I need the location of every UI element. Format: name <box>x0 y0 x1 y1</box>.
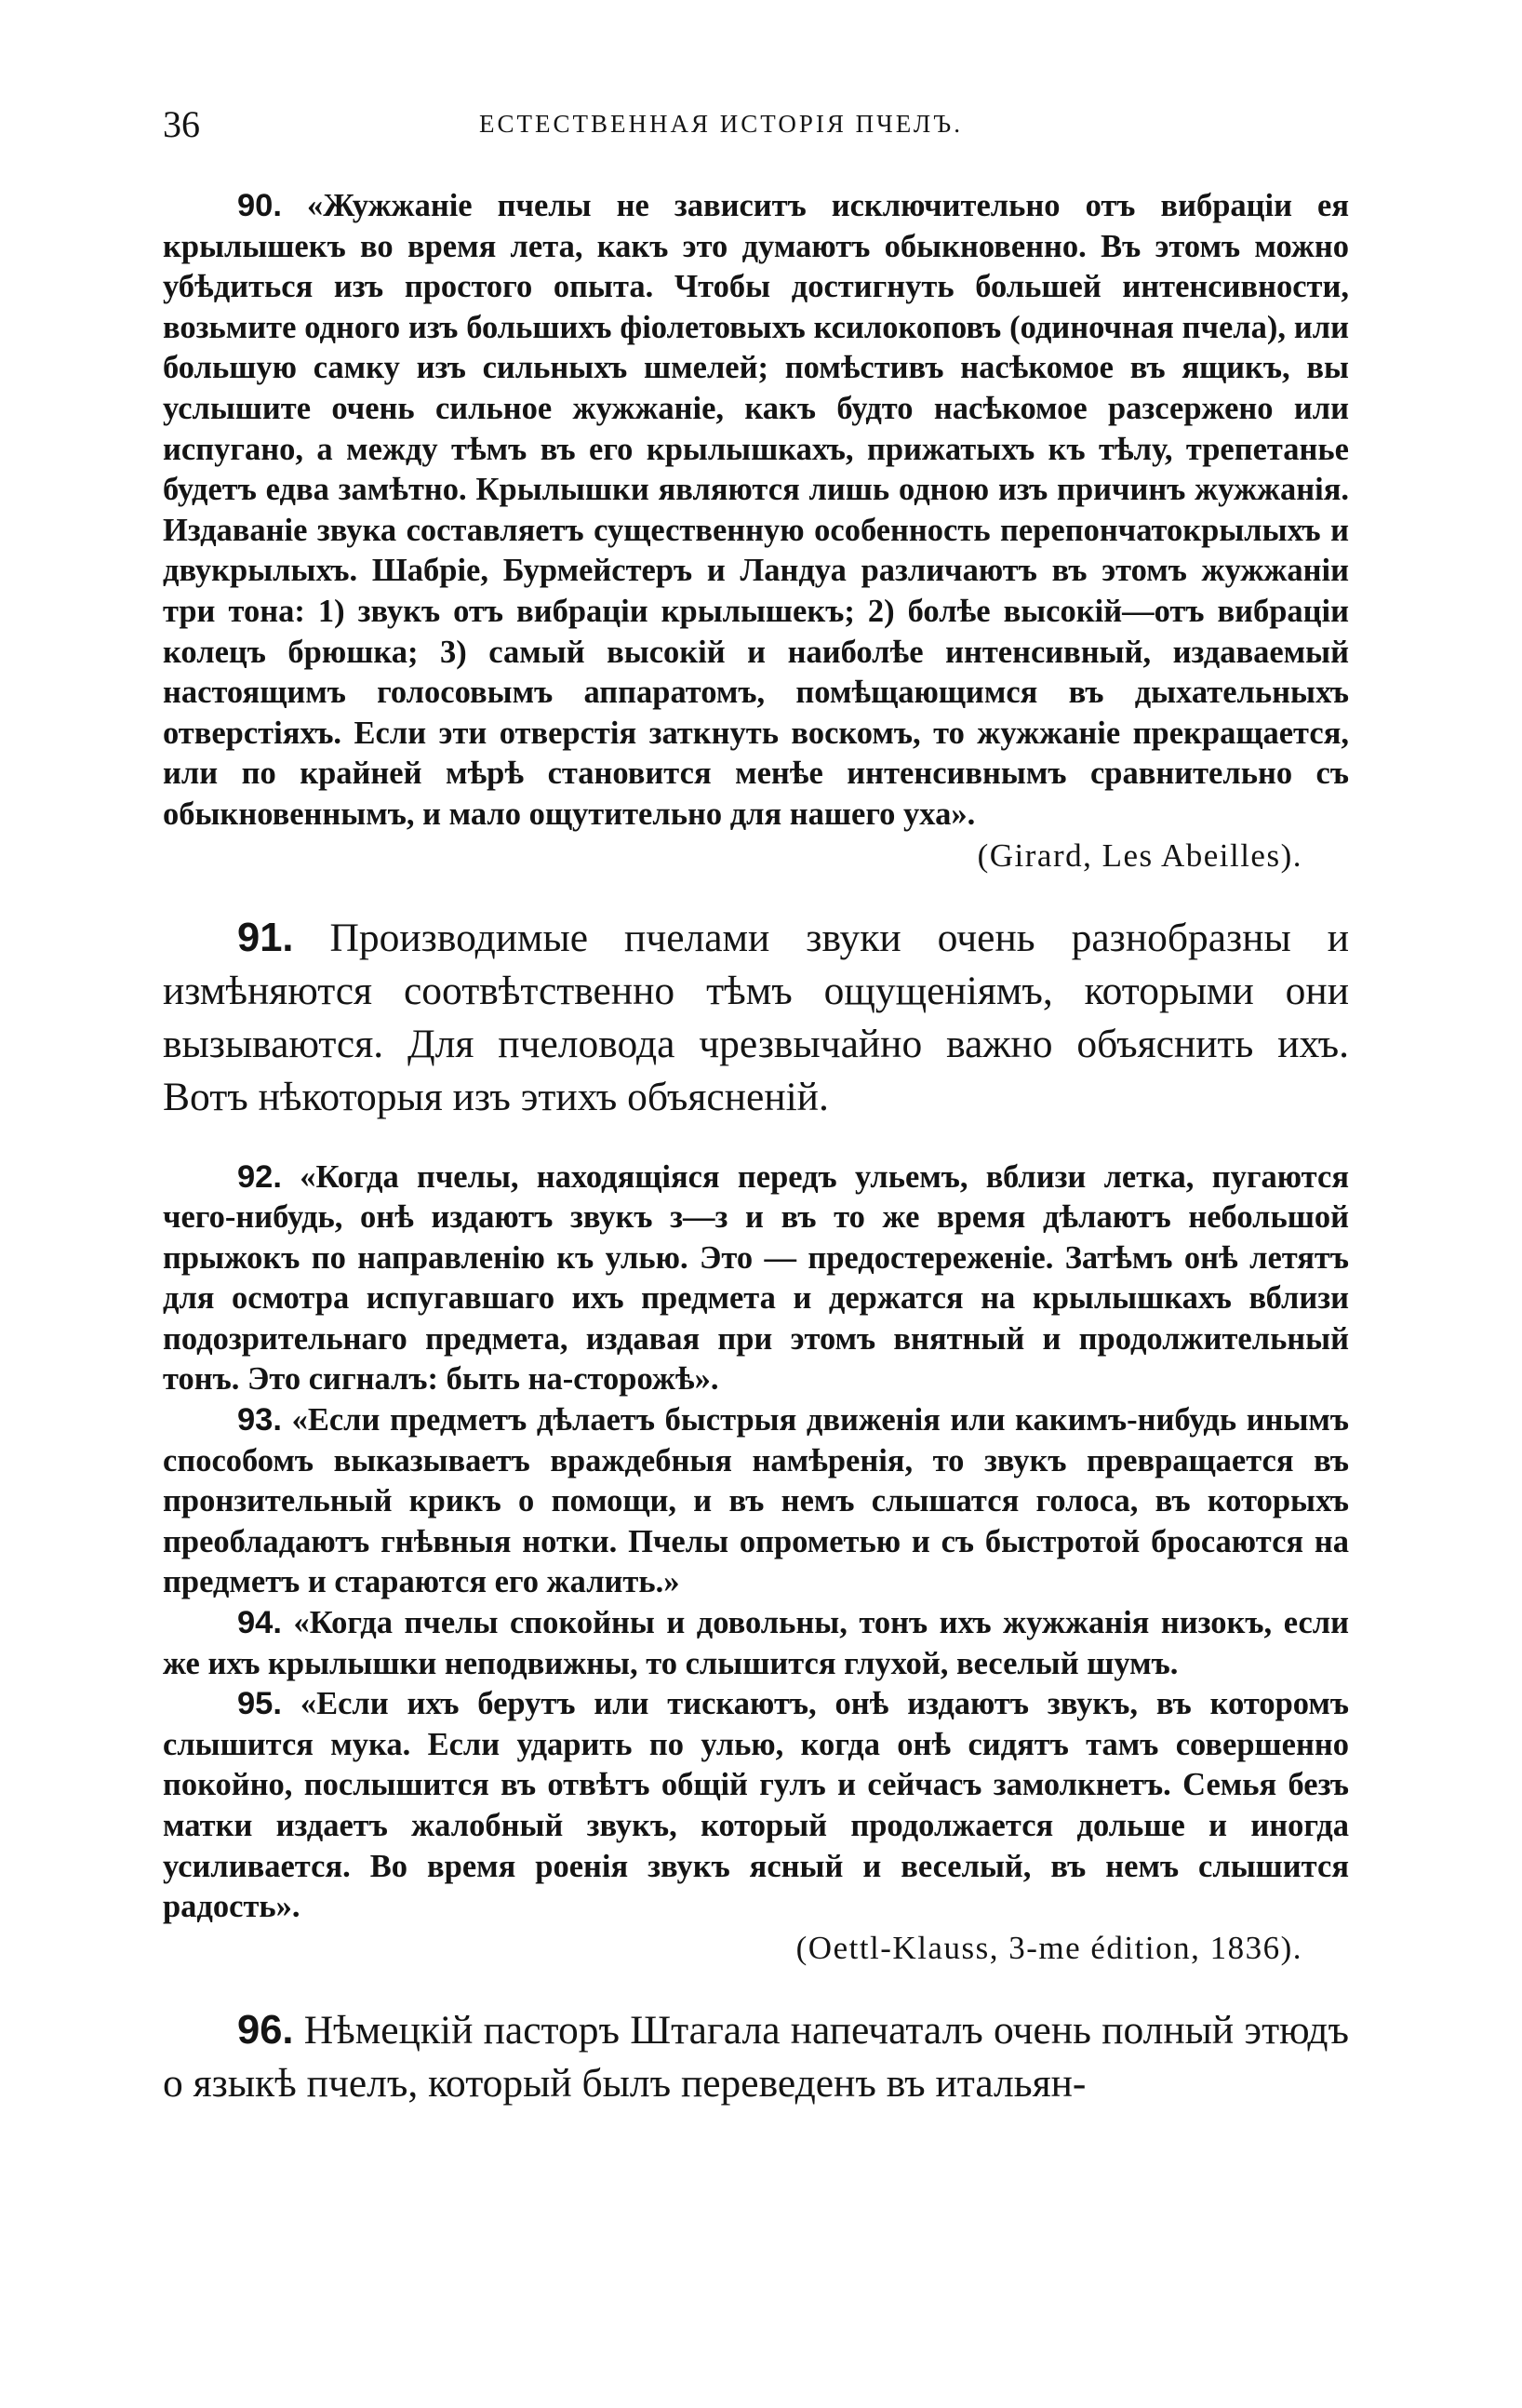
paragraph-91 <box>163 912 1349 1124</box>
attribution-oettl-klauss: (Oettl-Klauss, 3-me édition, 1836). <box>795 1929 1302 1966</box>
paragraph-96 <box>163 2004 1349 2110</box>
paragraph-text: «Когда пчелы, находящіяся передъ ульемъ, вблизи летка, пугаются чего-нибудь, онѣ издаютъ звукъ з—з и въ то же время дѣлаютъ небольшой прыжокъ по направленію къ улью. Это — предостереженіе. Затѣмъ онѣ летятъ для осмотра испугавшаго ихъ предмета и держатся на крылышкахъ вблизи подозрительнаго предмета, издавая при этомъ внятный и продолжительный тонъ. Это сигналъ: быть на-сторожѣ». <box>163 1158 1349 1398</box>
paragraph-number: 90. <box>237 188 282 223</box>
paragraph-90 <box>163 186 1349 836</box>
paragraph-number: 93. <box>237 1402 282 1438</box>
paragraph-95 <box>163 1684 1349 1928</box>
paragraph-text: «Когда пчелы спокойны и довольны, тонъ ихъ жужжанія низокъ, если же ихъ крылышки неподвижны, то слышится глухой, веселый шумъ. <box>163 1605 1350 1681</box>
book-page <box>163 102 1349 2110</box>
paragraph-text: Производимые пчелами звуки очень разнобразны и измѣняются соотвѣтственно тѣмъ ощущеніямъ, которыми они вызываются. Для пчеловода чрезвычайно важно объяснить ихъ. Вотъ нѣкоторыя изъ этихъ объясненій. <box>163 915 1349 1119</box>
paragraph-text: «Жужжаніе пчелы не зависитъ исключительно отъ вибраціи ея крылышекъ во время лета, какъ это думаютъ обыкновенно. Въ этомъ можно убѣдиться изъ простого опыта. Чтобы достигнуть большей интенсивности, возьмите одного изъ большихъ фіолетовыхъ ксилокоповъ (одиночная пчела), или большую самку изъ сильныхъ шмелей; помѣстивъ насѣкомое въ ящикъ, вы услышите очень сильное жужжаніе, какъ будто насѣкомое разсержено или испугано, а между тѣмъ въ его крылышкахъ, прижатыхъ къ тѣлу, трепетанье будетъ едва замѣтно. Крылышки являются лишь одною изъ причинъ жужжанія. Издаваніе звука составляетъ существенную особенность перепончатокрылыхъ и двукрылыхъ. Шабріе, Бурмейстеръ и Ландуа различаютъ въ этомъ жужжаніи три тона: 1) звукъ отъ вибраціи крылышекъ; 2) болѣе высокій—отъ вибраціи колецъ брюшка; 3) самый высокій и наиболѣе интенсивный, издаваемый настоящимъ голосовымъ аппаратомъ, помѣщающимся въ дыхательныхъ отверстіяхъ. Если эти отверстія заткнуть воскомъ, то жужжаніе прекращается, или по крайней мѣрѣ становится менѣе интенсивнымъ сравнительно съ обыкновеннымъ, и мало ощутительно для нашего уха». <box>163 188 1350 832</box>
paragraph-number: 94. <box>237 1605 282 1641</box>
paragraph-text: «Если предметъ дѣлаетъ быстрыя движенія или какимъ-нибудь инымъ способомъ выказываетъ враждебныя намѣренія, то звукъ превращается въ пронзительный крикъ о помощи, и въ немъ слышатся голоса, въ которыхъ преобладаютъ гнѣвныя нотки. Пчелы опрометью и съ быстротой бросаются на предметъ и стараются его жалить.» <box>163 1402 1349 1600</box>
paragraph-number: 92. <box>237 1158 282 1195</box>
page-header <box>163 102 1349 158</box>
page-number: 36 <box>163 103 200 145</box>
paragraph-number: 96. <box>237 2007 294 2053</box>
paragraph-number: 95. <box>237 1686 282 1722</box>
paragraph-93 <box>163 1400 1349 1603</box>
paragraph-number: 91. <box>237 915 294 960</box>
running-title: ЕСТЕСТВЕННАЯ ИСТОРІЯ ПЧЕЛЪ. <box>479 110 963 138</box>
paragraph-text: Нѣмецкій пасторъ Штагала напечаталъ очень полный этюдъ о языкѣ пчелъ, который былъ переведенъ въ итальян- <box>163 2007 1350 2106</box>
paragraph-text: «Если ихъ берутъ или тискаютъ, онѣ издаютъ звукъ, въ которомъ слышится мука. Если ударить по улью, когда онѣ сидятъ тамъ совершенно покойно, послышится въ отвѣтъ общій гулъ и сейчасъ замолкнетъ. Семья безъ матки издаетъ жалобный звукъ, который продолжается дольше и иногда усиливается. Во время роенія звукъ ясный и веселый, въ немъ слышится радость». <box>163 1686 1349 1925</box>
paragraph-92 <box>163 1157 1349 1401</box>
attribution-girard: (Girard, Les Abeilles). <box>977 836 1302 874</box>
paragraph-94 <box>163 1603 1349 1684</box>
